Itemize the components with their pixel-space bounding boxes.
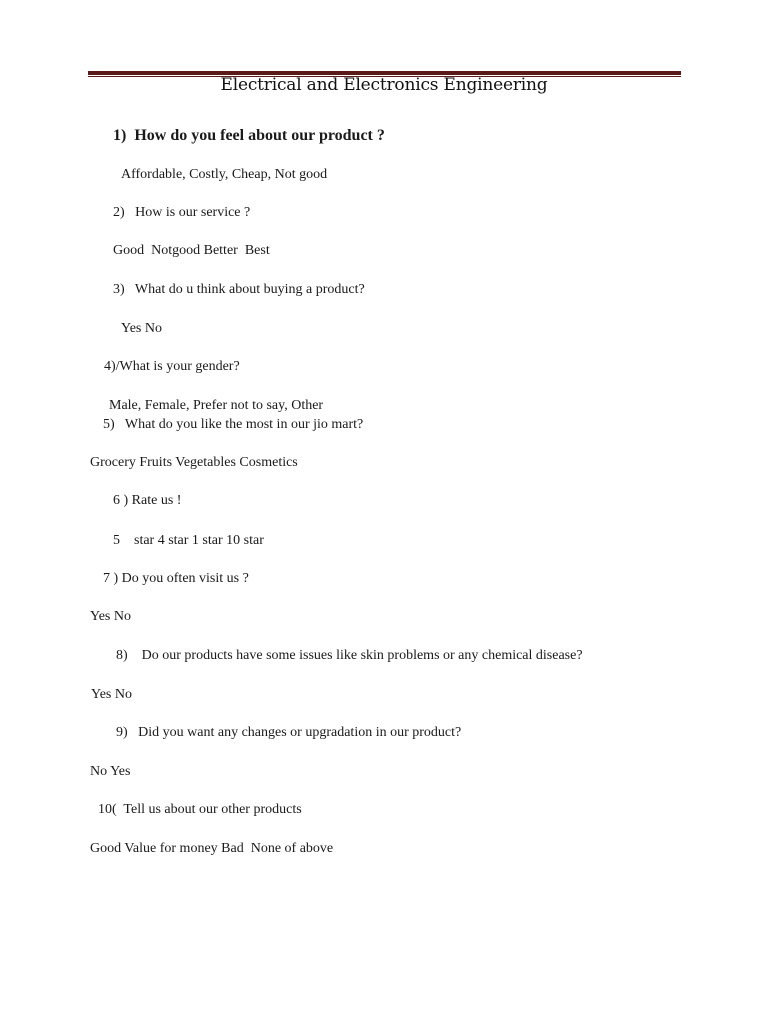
question-4: 4)/What is your gender? [104, 359, 240, 374]
question-9: 9) Did you want any changes or upgradation in our product? [116, 725, 462, 740]
answer-options-10: Good Value for money Bad None of above [90, 841, 334, 856]
answer-options-4: Male, Female, Prefer not to say, Other [109, 398, 324, 413]
answer-options-7: Yes No [90, 609, 131, 624]
answer-options-9: No Yes [90, 764, 131, 779]
question-8: 8) Do our products have some issues like skin problems or any chemical disease? [116, 648, 583, 663]
question-3: 3) What do u think about buying a product? [113, 282, 365, 297]
answer-options-8: Yes No [91, 687, 132, 702]
question-6: 6 ) Rate us ! [113, 493, 182, 508]
answer-options-2: Good Notgood Better Best [113, 243, 270, 258]
answer-options-1: Affordable, Costly, Cheap, Not good [121, 167, 328, 182]
question-5: 5) What do you like the most in our jio mart? [103, 417, 364, 432]
answer-options-5: Grocery Fruits Vegetables Cosmetics [90, 455, 298, 470]
answer-options-3: Yes No [121, 321, 162, 336]
document-title: Electrical and Electronics Engineering [220, 75, 548, 95]
question-10: 10( Tell us about our other products [98, 802, 302, 817]
question-2: 2) How is our service ? [113, 205, 251, 220]
question-7: 7 ) Do you often visit us ? [103, 571, 249, 586]
question-1: 1) How do you feel about our product ? [113, 127, 385, 144]
answer-options-6: 5 star 4 star 1 star 10 star [113, 533, 264, 548]
